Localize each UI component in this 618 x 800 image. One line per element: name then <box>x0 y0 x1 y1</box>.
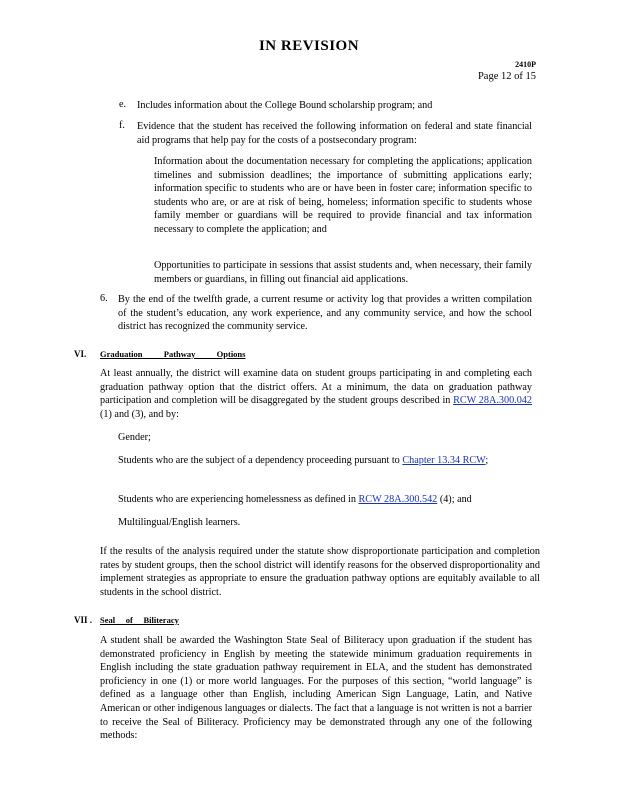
section-vii-numeral: VII . <box>74 615 93 625</box>
para-text: Students who are experiencing homelessness as defined in <box>118 494 356 505</box>
section-vi-numeral: VI. <box>74 349 87 359</box>
policy-code: 2410P <box>515 60 536 69</box>
section-vi-heading: Graduation Pathway Options <box>100 349 246 359</box>
item-e-marker: e. <box>119 99 127 110</box>
homelessness-bullet <box>118 493 532 507</box>
section-vii-paragraph: A student shall be awarded the Washington State Seal of Biliteracy upon graduation if the student has demonstrated proficiency in English by meeting the statewide minimum graduation requirements in English including the state graduation pathway requirement in ELA, and the student has demonstrated proficiency in one (1) or more world languages. For the purposes of this section, “world language” is defined as a language other than English, including American Sign Language, Latin, and Native American or other indigenous languages or dialects. The fact that a language is not written is not a barrier to receive the Seal of Biliteracy. Proficiency may be demonstrated through any one of the following methods: <box>100 635 532 742</box>
item-6-text: By the end of the twelfth grade, a current resume or activity log that provides a written compilation of the student’s education, any work experience, and any community service, and how the school district has recognized the community service. <box>118 294 532 333</box>
rcw-link[interactable]: RCW 28A.300.542 <box>358 494 438 505</box>
financial-aid-sessions-bullet: Opportunities to participate in sessions that assist students and, when necessary, their family members or guardians, in filling out financial aid applications. <box>154 260 532 285</box>
dependency-bullet <box>118 454 532 468</box>
para-text: (1) and (3), and by: <box>100 408 179 420</box>
section-vi-paragraph <box>100 367 532 421</box>
para-text: (4); and <box>439 494 472 505</box>
section-vii-heading: Seal of Biliteracy <box>100 615 179 625</box>
financial-aid-info-bullet: Information about the documentation necessary for completing the applications; application timelines and submission deadlines; the importance of submitting applications early; information specific to students who are or have been in foster care; information specific to students who are, or are at risk of being, homeless; information specific to students whose family member or guardians will be required to provide financial and tax information necessary to complete the application; and <box>154 156 532 235</box>
item-6-marker: 6. <box>100 293 108 304</box>
gender-bullet: Gender; <box>118 432 151 443</box>
item-f-marker: f. <box>119 120 125 131</box>
chapter-link[interactable]: Chapter 13.34 RCW <box>402 455 486 466</box>
para-text: ; <box>485 455 489 466</box>
multilingual-bullet: Multilingual/English learners. <box>118 517 241 528</box>
para-text: Students who are the subject of a dependency proceeding pursuant to <box>118 455 400 466</box>
section-vi-paragraph-2: If the results of the analysis required under the statute show disproportionate participation and completion rates by student groups, then the school district will identify reasons for the observed disproportionality and implement strategies as appropriate to ensure the graduation pathway options are equitably available to all students in the school district. <box>100 546 540 598</box>
item-e-text: Includes information about the College Bound scholarship program; and <box>137 100 433 111</box>
para-text: At least annually, the district will examine data on student groups participating in and completing each graduation pathway option that the district offers. At a minimum, the data on graduation pathway participation and completion will be disaggregated by the student groups described in <box>100 368 532 407</box>
rcw-link[interactable]: RCW 28A.300.042 <box>453 395 532 407</box>
page-number: Page 12 of 15 <box>477 71 536 82</box>
document-title: IN REVISION <box>258 38 360 54</box>
item-f-text: Evidence that the student has received the following information on federal and state financial aid programs that help pay for the costs of a postsecondary program: <box>137 121 532 146</box>
